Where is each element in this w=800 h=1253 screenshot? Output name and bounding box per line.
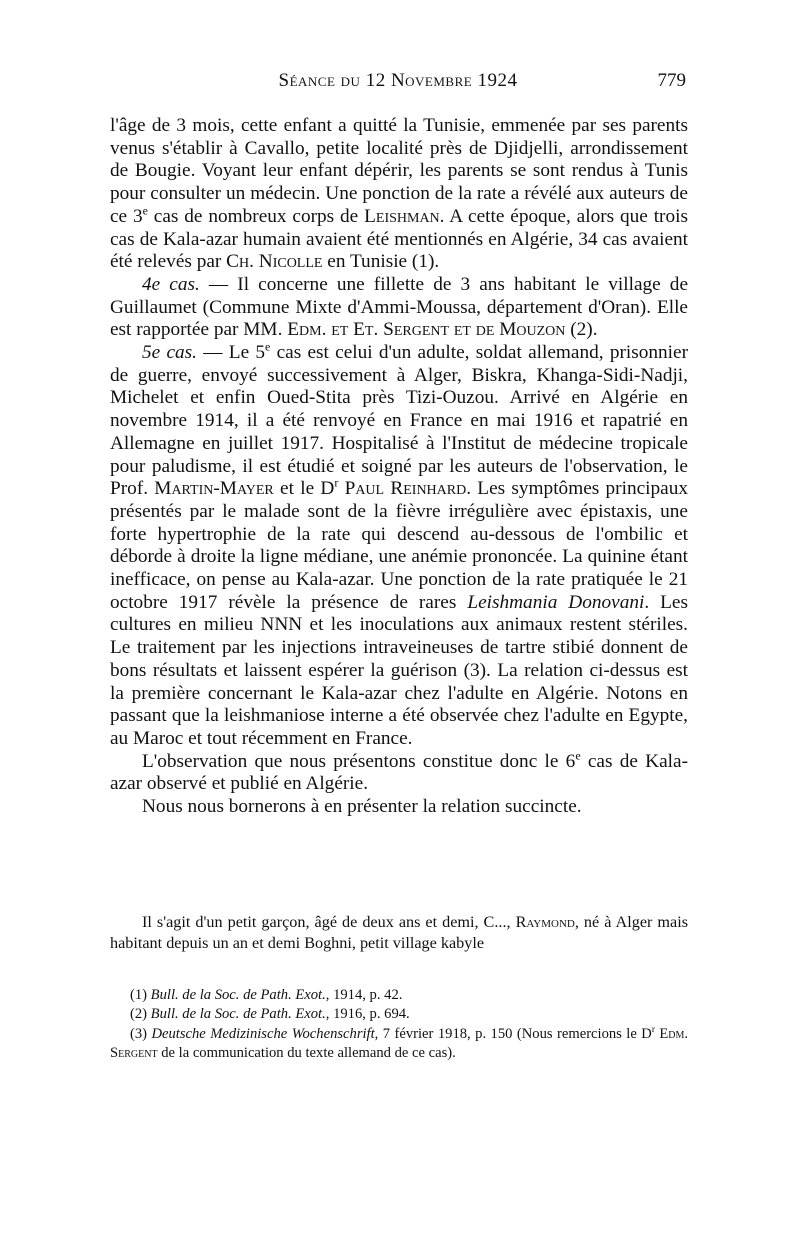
paragraph-case-5: 5e cas. — Le 5e cas est celui d'un adulte, soldat allemand, prisonnier de guerre, envoyé successivement à Alger, Biskra, Khanga-Sidi-Nadji, Michelet et enfin Oued-Stita près Tizi-Ouzou. Arrivé en Algérie en novembre 1914, il a été renvoyé en France en mai 1916 et rapatrié en Allemagne en juillet 1917. Hospitalisé à l'Institut de médecine tropicale pour paludisme, il est étudié et soigné par les auteurs de l'observation, le Prof. Martin-Mayer et le $D^r$ Paul Reinhard. Les symptômes principaux présentés par le malade sont de la fièvre irrégulière avec épistaxis, une forte hypertrophie de la rate qui descend au-dessous de l'ombilic et déborde à droite la ligne médiane, une anémie prononcée. La quinine étant inefficace, on pense au Kala-azar. Une ponction de la rate pratiquée le 21 octobre 1917 révèle la présence de rares Leishmania Donovani. Les cultures en milieu NNN et les inoculations aux animaux restent stériles. Le traitement par les injections intraveineuses de tartre stibié donnent de bons résultats et laissent espérer la guérison (3). La relation ci-dessus est la première concernant le Kala-azar chez l'adulte en Algérie. Notons en passant que la leishmaniose interne a été observée chez l'adulte en Egypte, au Maroc et tout récemment en France. bbox=[110, 339, 688, 749]
author-martin-mayer: Martin-Mayer bbox=[154, 478, 274, 500]
paragraph-case-6: L'observation que nous présentons constitue donc le 6e cas de Kala-azar observé et publié en Algérie. bbox=[110, 748, 688, 795]
case-description: Il s'agit d'un petit garçon, âgé de deux ans et demi, C..., Raymond, né à Alger mais habitant depuis un an et demi Boghni, petit village kabyle bbox=[110, 913, 688, 952]
author-leishman: Leishman bbox=[364, 205, 440, 227]
running-title: Séance du 12 Novembre 1924 bbox=[278, 70, 518, 91]
page-header bbox=[110, 70, 686, 100]
paragraph-case-4: 4e cas. — Il concerne une fillette de 3 ans habitant le village de Guillaumet (Commune Mixte d'Ammi-Moussa, département d'Oran). Elle est rapportée par MM. Edm. et Et. Sergent et de Mouzon (2). bbox=[110, 273, 689, 341]
footnotes bbox=[110, 986, 688, 1063]
page-number: 779 bbox=[657, 70, 686, 91]
paragraph-intro: Nous nous bornerons à en présenter la relation succincte. bbox=[142, 796, 582, 818]
authors-sergent: Edm. et Et. Sergent et de Mouzon bbox=[287, 319, 566, 341]
footnote-2: (2) Bull. de la Soc. de Path. Exot., 1916, p. 694. bbox=[130, 1006, 410, 1023]
case-4-heading: 4e cas. bbox=[142, 273, 200, 295]
case-5-heading: 5e cas. bbox=[142, 342, 197, 364]
patient-name: Raymond bbox=[515, 913, 575, 931]
author-nicolle: Ch. Nicolle bbox=[226, 251, 323, 273]
footnote-3: (3) Deutsche Medizinische Wochenschrift, 7 février 1918, p. 150 (Nous remercions le $D^r$ Edm. Sergent de la communication du texte allemand de ce cas). bbox=[110, 1023, 688, 1061]
author-reinhard: Paul Reinhard bbox=[338, 478, 467, 500]
footnote-1: (1) Bull. de la Soc. de Path. Exot., 1914, p. 42. bbox=[130, 987, 403, 1003]
species-name: Leishmania Donovani bbox=[467, 591, 645, 613]
body-text bbox=[110, 115, 688, 819]
paragraph-case-3: l'âge de 3 mois, cette enfant a quitté la Tunisie, emmenée par ses parents venus s'établir à Cavallo, petite localité près de Djidjelli, arrondissement de Bougie. Voyant leur enfant dépérir, les parents se sont rendus à Tunis pour consulter un médecin. Une ponction de la rate a révélé aux auteurs de ce 3e cas de nombreux corps de Leishman. A cette époque, alors que trois cas de Kala-azar humain avaient été mentionnés en Algérie, 34 cas avaient été relevés par Ch. Nicolle en Tunisie (1). bbox=[110, 115, 688, 273]
